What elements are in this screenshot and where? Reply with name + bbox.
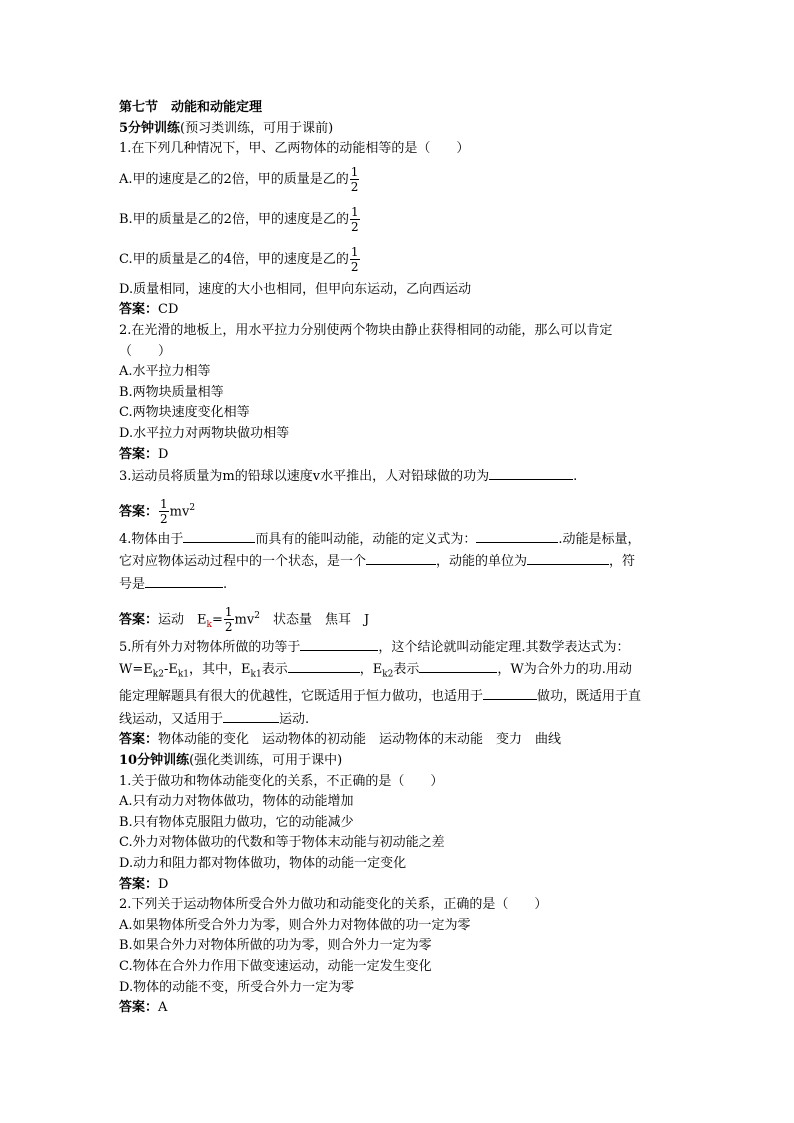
q2-option-a: A.水平拉力相等 — [119, 364, 211, 380]
fraction-denominator: 2 — [350, 179, 359, 194]
q4-text-2: 而具有的能叫动能，动能的定义式为： — [255, 531, 477, 547]
q2-option-c: C.两物块速度变化相等 — [119, 405, 250, 421]
q7-answer-value: A — [158, 1000, 168, 1016]
q3-answer-sup: 2 — [189, 502, 196, 513]
q4-answer-mv: mv — [234, 611, 255, 627]
q7-option-c: C.物体在合外力作用下做变速运动，动能一定发生变化 — [119, 959, 432, 974]
q1-option-c-fraction — [350, 245, 360, 274]
q5-text-4a: 能定理解题具有很大的优越性，它既适用于恒力做功，也适用于 — [119, 689, 484, 705]
q5-text-1: 5.所有外力对物体所做的功等于 — [119, 639, 301, 655]
answer-label: 答案： — [119, 1000, 159, 1016]
q5-blank-5 — [223, 708, 279, 723]
q5-blank-1 — [300, 636, 378, 651]
q1-option-a-fraction — [350, 165, 360, 194]
q7-stem: 2.下列关于运动物体所受合外力做功和动能变化的关系，正确的是（ ） — [119, 897, 548, 913]
document-content — [119, 98, 679, 1019]
q5-sub-4: k2 — [382, 669, 394, 680]
q4-answer-sup: 2 — [254, 610, 260, 621]
q2-stem-line1: 2.在光滑的地板上，用水平拉力分别使两个物块由静止获得相同的动能，那么可以肯定 — [119, 322, 613, 338]
q3-answer-tail: mv — [169, 504, 190, 520]
q4-blank-4 — [527, 550, 609, 565]
q4-answer-sub: k — [206, 619, 212, 630]
q1-option-c-text: C.甲的质量是乙的4倍，甲的速度是乙的 — [119, 251, 349, 267]
q5-text-3b: -E — [163, 662, 178, 678]
q6-option-a: A.只有动力对物体做功，物体的动能增加 — [119, 794, 354, 810]
fraction-numerator: 1 — [224, 604, 233, 619]
q5-text-3d: 表示 — [261, 662, 288, 678]
q5-text-3a: W=E — [119, 662, 153, 678]
q4-text-6: ，符 — [609, 554, 636, 570]
q3-stem-text: 3.运动员将质量为m的铅球以速度v水平推出，人对铅球做的功为 — [119, 469, 490, 485]
q3-blank — [489, 465, 573, 480]
q4-line2 — [119, 550, 679, 573]
q4-line1 — [119, 528, 679, 551]
q4-blank-1 — [183, 528, 255, 543]
q1-answer — [119, 300, 679, 321]
q2-option-b: B.两物块质量相等 — [119, 384, 224, 400]
q4-text-5: ，动能的单位为 — [436, 554, 528, 570]
fraction-numerator: 1 — [350, 244, 359, 259]
q5-line2 — [119, 658, 679, 685]
q6-option-c: C.外力对物体做功的代数和等于物体末动能与初动能之差 — [119, 835, 445, 851]
q1-option-b — [119, 200, 679, 240]
q3-stem: 3.运动员将质量为m的铅球以速度v水平推出，人对铅球做的功为 . — [119, 465, 679, 488]
q5-text-3c: ，其中，E — [189, 662, 251, 678]
q5-text-3f: 表示 — [393, 662, 420, 678]
q4-text-3: .动能是标量， — [558, 531, 641, 547]
q5-text-4b: 做功，既适用于直 — [537, 689, 642, 705]
q5-answer-value: 物体动能的变化 运动物体的初动能 运动物体的末动能 变力 曲线 — [158, 732, 562, 748]
q5-line3 — [119, 685, 679, 708]
q1-option-b-text: B.甲的质量是乙的2倍，甲的速度是乙的 — [119, 211, 349, 227]
section-title: 第七节 动能和动能定理 — [119, 100, 263, 115]
q1-answer-value: CD — [158, 302, 179, 318]
part2-heading-rest: (强化类训练，可用于课中) — [189, 753, 343, 769]
q7-option-b: B.如果合外力对物体所做的功为零，则合外力一定为零 — [119, 938, 432, 954]
answer-label: 答案： — [119, 876, 159, 892]
q2-answer — [119, 445, 679, 466]
q5-answer — [119, 730, 679, 751]
q6-answer-value: D — [158, 876, 169, 892]
q5-sub-3: k1 — [250, 669, 262, 680]
q2-answer-value: D — [158, 446, 169, 462]
q5-text-3e: ，E — [359, 662, 383, 678]
q1-option-b-fraction — [350, 205, 360, 234]
fraction-numerator: 1 — [160, 497, 168, 512]
q7-option-a: A.如果物体所受合外力为零，则合外力对物体做的功一定为零 — [119, 917, 471, 933]
q5-blank-3 — [419, 658, 497, 673]
fraction-denominator: 2 — [350, 259, 359, 274]
q2-option-d: D.水平拉力对两物块做功相等 — [119, 425, 290, 441]
answer-label: 答案： — [119, 504, 159, 520]
q4-answer — [119, 596, 679, 636]
q4-answer-fraction — [224, 605, 234, 634]
q1-option-c — [119, 240, 679, 280]
q5-text-5b: 运动. — [279, 711, 310, 727]
q6-stem: 1.关于做功和物体动能变化的关系，不正确的是（ ） — [119, 773, 444, 789]
q1-option-a — [119, 160, 679, 200]
answer-label: 答案： — [119, 446, 159, 462]
q4-line3: 号是 . — [119, 573, 679, 596]
q4-blank-3 — [366, 550, 436, 565]
q4-blank-5 — [145, 573, 223, 588]
q6-option-b: B.只有物体克服阻力做功，它的动能减少 — [119, 814, 354, 830]
part1-heading — [119, 119, 679, 140]
fraction-denominator: 2 — [224, 619, 233, 634]
answer-label: 答案： — [119, 611, 159, 627]
q1-option-a-text: A.甲的速度是乙的2倍，甲的质量是乙的 — [119, 171, 349, 187]
q5-text-5a: 线运动，又适用于 — [119, 711, 224, 727]
q5-text-2: ，这个结论就叫动能定理.其数学表达式为： — [378, 639, 630, 655]
q4-answer-part4: 状态量 焦耳 J — [259, 611, 370, 627]
q4-answer-equals: = — [211, 611, 223, 627]
part2-heading — [119, 751, 679, 772]
q6-option-d: D.动力和阻力都对物体做功，物体的动能一定变化 — [119, 856, 407, 872]
q1-option-d: D.质量相同，速度的大小也相同，但甲向东运动，乙向西运动 — [119, 281, 472, 297]
q5-line1 — [119, 636, 679, 659]
q5-sub-2: k1 — [177, 669, 190, 680]
answer-label: 答案： — [119, 302, 159, 318]
q4-text-1: 4.物体由于 — [119, 531, 184, 547]
q5-text-3g: ，W为合外力的功.用动 — [497, 662, 632, 678]
q3-answer — [119, 488, 679, 528]
q6-answer — [119, 875, 679, 896]
q7-answer — [119, 998, 679, 1019]
q4-text-7: 号是 — [119, 576, 146, 592]
fraction-denominator: 2 — [350, 219, 359, 234]
q5-blank-2 — [288, 658, 360, 673]
q4-text-4: 它对应物体运动过程中的一个状态，是一个 — [119, 554, 367, 570]
q2-stem-line2: （ ） — [119, 343, 172, 359]
q4-blank-2 — [476, 528, 558, 543]
q5-sub-1: k2 — [152, 669, 164, 680]
q5-blank-4 — [483, 685, 537, 700]
part2-heading-bold: 10分钟训练 — [119, 753, 190, 769]
answer-label: 答案： — [119, 732, 159, 748]
q1-stem: 1.在下列几种情况下，甲、乙两物体的动能相等的是（ ） — [119, 141, 470, 157]
q7-option-d: D.物体的动能不变，所受合外力一定为零 — [119, 979, 355, 995]
part1-heading-bold: 5分钟训练 — [119, 120, 181, 136]
q4-answer-part1: 运动 E — [158, 611, 207, 627]
fraction-numerator: 1 — [350, 164, 359, 179]
q5-line4 — [119, 708, 679, 731]
fraction-numerator: 1 — [350, 204, 359, 219]
fraction-denominator: 2 — [160, 512, 168, 527]
part1-heading-rest: (预习类训练，可用于课前) — [180, 120, 334, 136]
q3-answer-fraction — [159, 497, 169, 526]
